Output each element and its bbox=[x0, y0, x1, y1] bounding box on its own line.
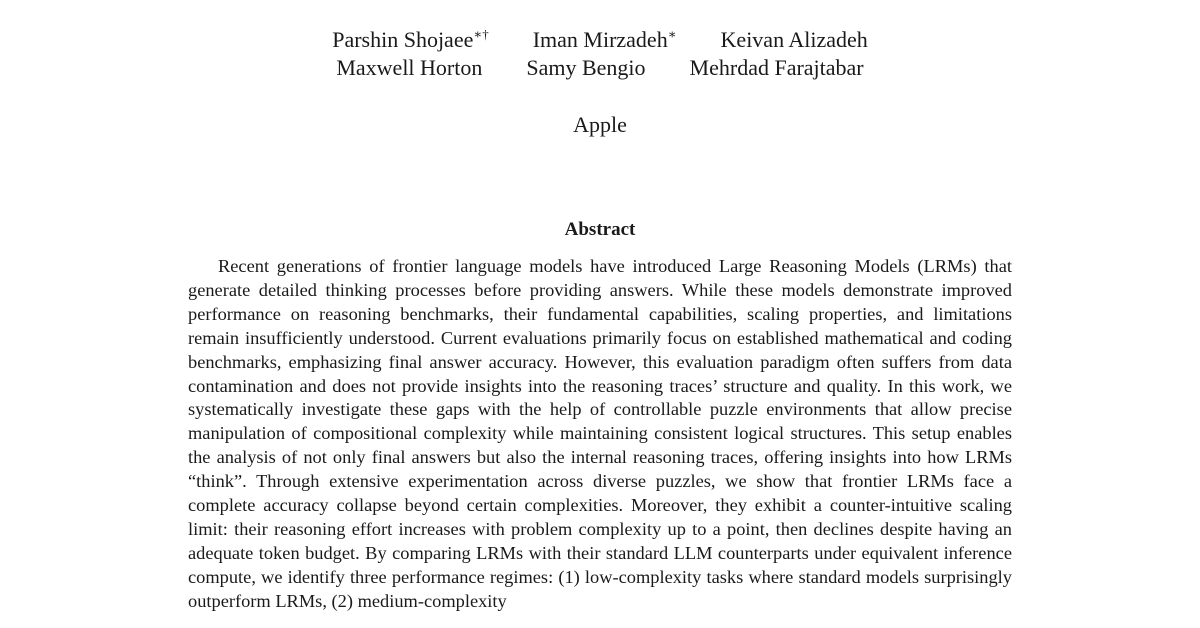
author-name: Samy Bengio bbox=[526, 55, 646, 80]
author-row-2 bbox=[0, 54, 1200, 82]
abstract-body: Recent generations of frontier language models have introduced Large Reasoning Models (LRMs) that generate detailed thinking processes before providing answers. While these models demonstrate improved performance on reasoning benchmarks, their fundamental capabilities, scaling properties, and limitations remain insufficiently understood. Current evaluations primarily focus on established mathematical and coding benchmarks, emphasizing final answer accuracy. However, this evaluation paradigm often suffers from data contamination and does not provide insights into the reasoning traces’ structure and quality. In this work, we systematically investigate these gaps with the help of controllable puzzle environments that allow precise manipulation of compositional complexity while maintaining consistent logical structures. This setup enables the analysis of not only final answers but also the internal reasoning traces, offering insights into how LRMs “think”. Through extensive experimentation across diverse puzzles, we show that frontier LRMs face a complete accuracy collapse beyond certain complexities. Moreover, they exhibit a counter-intuitive scaling limit: their reasoning effort increases with problem complexity up to a point, then declines despite having an adequate token budget. By comparing LRMs with their standard LLM counterparts under equivalent inference compute, we identify three performance regimes: (1) low-complexity tasks where standard models surprisingly outperform LRMs, (2) medium-complexity bbox=[188, 256, 1012, 611]
author-name: Parshin Shojaee∗† bbox=[332, 26, 489, 52]
author-name: Mehrdad Farajtabar bbox=[689, 55, 864, 80]
author-name: Maxwell Horton bbox=[336, 55, 483, 80]
author-name: Iman Mirzadeh∗ bbox=[532, 26, 677, 52]
author-name: Keivan Alizadeh bbox=[720, 27, 868, 52]
affiliation: Apple bbox=[573, 112, 627, 137]
abstract-heading: Abstract bbox=[564, 219, 636, 240]
author-row-1 bbox=[0, 26, 1200, 54]
author-list bbox=[0, 26, 1200, 82]
